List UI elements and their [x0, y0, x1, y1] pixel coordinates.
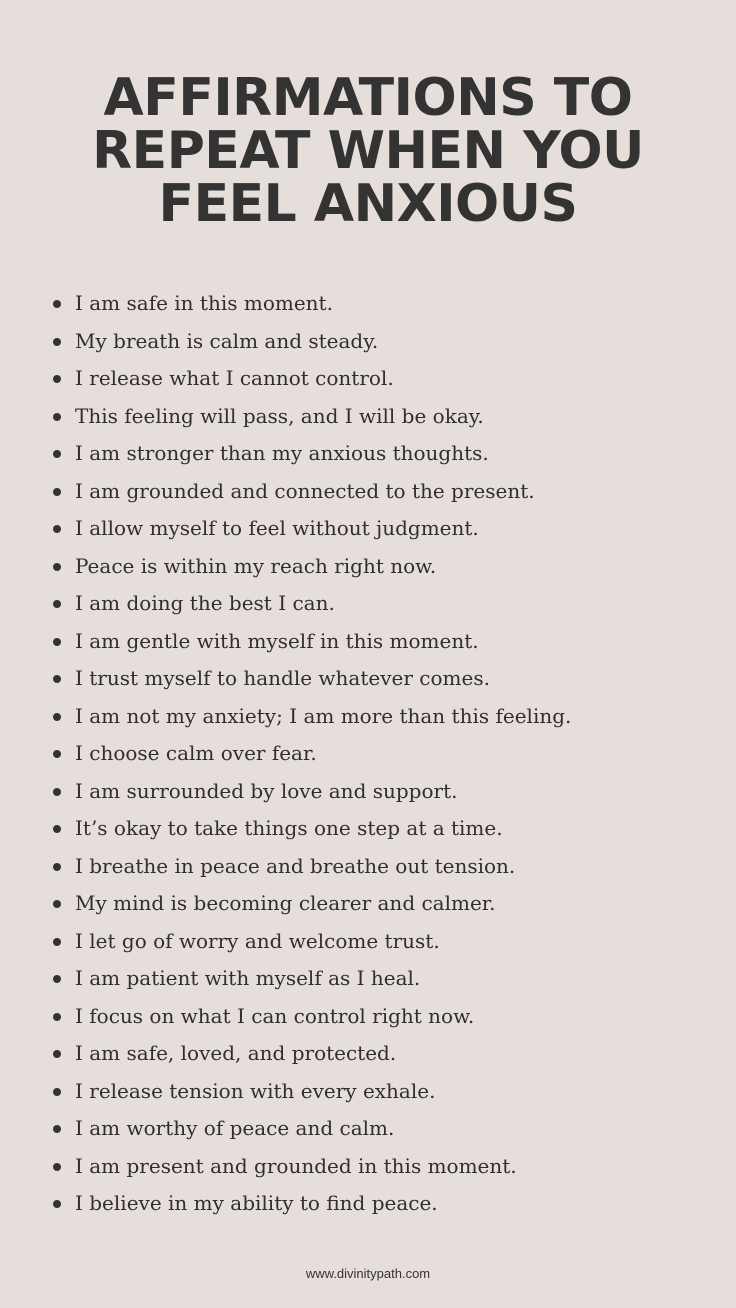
affirmation-text: I let go of worry and welcome trust.	[75, 928, 440, 953]
list-item	[0, 585, 736, 623]
bullet-icon	[53, 638, 61, 646]
affirmation-text: I focus on what I can control right now.	[75, 1003, 475, 1028]
bullet-icon	[53, 713, 61, 721]
list-item	[0, 1185, 736, 1223]
bullet-icon	[53, 300, 61, 308]
affirmation-text: I release what I cannot control.	[75, 366, 394, 390]
bullet-icon	[53, 600, 61, 608]
affirmation-text: I release tension with every exhale.	[75, 1078, 436, 1103]
affirmation-text: Peace is within my reach right now.	[75, 553, 437, 578]
title-line-3: FEEL ANXIOUS	[158, 174, 578, 234]
bullet-icon	[53, 338, 61, 346]
bullet-icon	[53, 1013, 61, 1021]
affirmation-text: I am present and grounded in this moment.	[75, 1153, 517, 1178]
bullet-icon	[53, 375, 61, 383]
affirmation-text: I am worthy of peace and calm.	[75, 1116, 395, 1140]
affirmation-text: I choose calm over fear.	[75, 741, 317, 765]
bullet-icon	[53, 1050, 61, 1058]
bullet-icon	[53, 975, 61, 983]
list-item	[0, 1073, 736, 1111]
list-item	[0, 473, 736, 511]
affirmation-text: This feeling will pass, and I will be okay.	[75, 403, 484, 428]
bullet-icon	[53, 1163, 61, 1171]
page-title	[40, 68, 696, 234]
affirmation-text: I am grounded and connected to the present.	[75, 478, 535, 503]
affirmation-text: I am not my anxiety; I am more than this feeling.	[75, 703, 572, 728]
bullet-icon	[53, 900, 61, 908]
affirmation-text: It’s okay to take things one step at a time.	[75, 816, 503, 840]
affirmation-text: I breathe in peace and breathe out tension.	[75, 853, 516, 878]
affirmation-text: I am doing the best I can.	[75, 591, 335, 615]
list-item	[0, 773, 736, 811]
list-item	[0, 810, 736, 848]
website-url: www.divinitypath.com	[305, 1266, 431, 1281]
list-item	[0, 698, 736, 736]
affirmation-text: I am safe, loved, and protected.	[75, 1041, 397, 1065]
bullet-icon	[53, 675, 61, 683]
list-item	[0, 1035, 736, 1073]
affirmation-text: I am patient with myself as I heal.	[75, 966, 421, 990]
bullet-icon	[53, 938, 61, 946]
affirmation-text: My breath is calm and steady.	[75, 328, 379, 353]
bullet-icon	[53, 413, 61, 421]
bullet-icon	[53, 825, 61, 833]
list-item	[0, 285, 736, 323]
affirmation-text: I am safe in this moment.	[75, 291, 333, 315]
list-item	[0, 960, 736, 998]
list-item	[0, 998, 736, 1036]
list-item	[0, 660, 736, 698]
title-line-1: AFFIRMATIONS TO	[103, 68, 633, 128]
bullet-icon	[53, 750, 61, 758]
affirmation-text: I am gentle with myself in this moment.	[75, 628, 479, 653]
bullet-icon	[53, 1088, 61, 1096]
bullet-icon	[53, 1200, 61, 1208]
list-item	[0, 885, 736, 923]
list-item	[0, 435, 736, 473]
list-item	[0, 398, 736, 436]
list-item	[0, 323, 736, 361]
bullet-icon	[53, 788, 61, 796]
affirmation-text: I trust myself to handle whatever comes.	[75, 666, 490, 690]
affirmation-text: My mind is becoming clearer and calmer.	[75, 891, 496, 915]
bullet-icon	[53, 488, 61, 496]
list-item	[0, 360, 736, 398]
list-item	[0, 1110, 736, 1148]
bullet-icon	[53, 450, 61, 458]
affirmation-text: I am surrounded by love and support.	[75, 778, 458, 803]
list-item	[0, 735, 736, 773]
list-item	[0, 923, 736, 961]
list-item	[0, 510, 736, 548]
affirmation-text: I believe in my ability to find peace.	[75, 1191, 438, 1215]
affirmation-text: I allow myself to feel without judgment.	[75, 516, 479, 540]
bullet-icon	[53, 563, 61, 571]
bullet-icon	[53, 525, 61, 533]
affirmation-text: I am stronger than my anxious thoughts.	[75, 441, 489, 465]
list-item	[0, 1148, 736, 1186]
title-line-2: REPEAT WHEN YOU	[92, 121, 644, 181]
affirmation-list	[0, 285, 736, 1223]
bullet-icon	[53, 863, 61, 871]
list-item	[0, 623, 736, 661]
list-item	[0, 548, 736, 586]
list-item	[0, 848, 736, 886]
bullet-icon	[53, 1125, 61, 1133]
